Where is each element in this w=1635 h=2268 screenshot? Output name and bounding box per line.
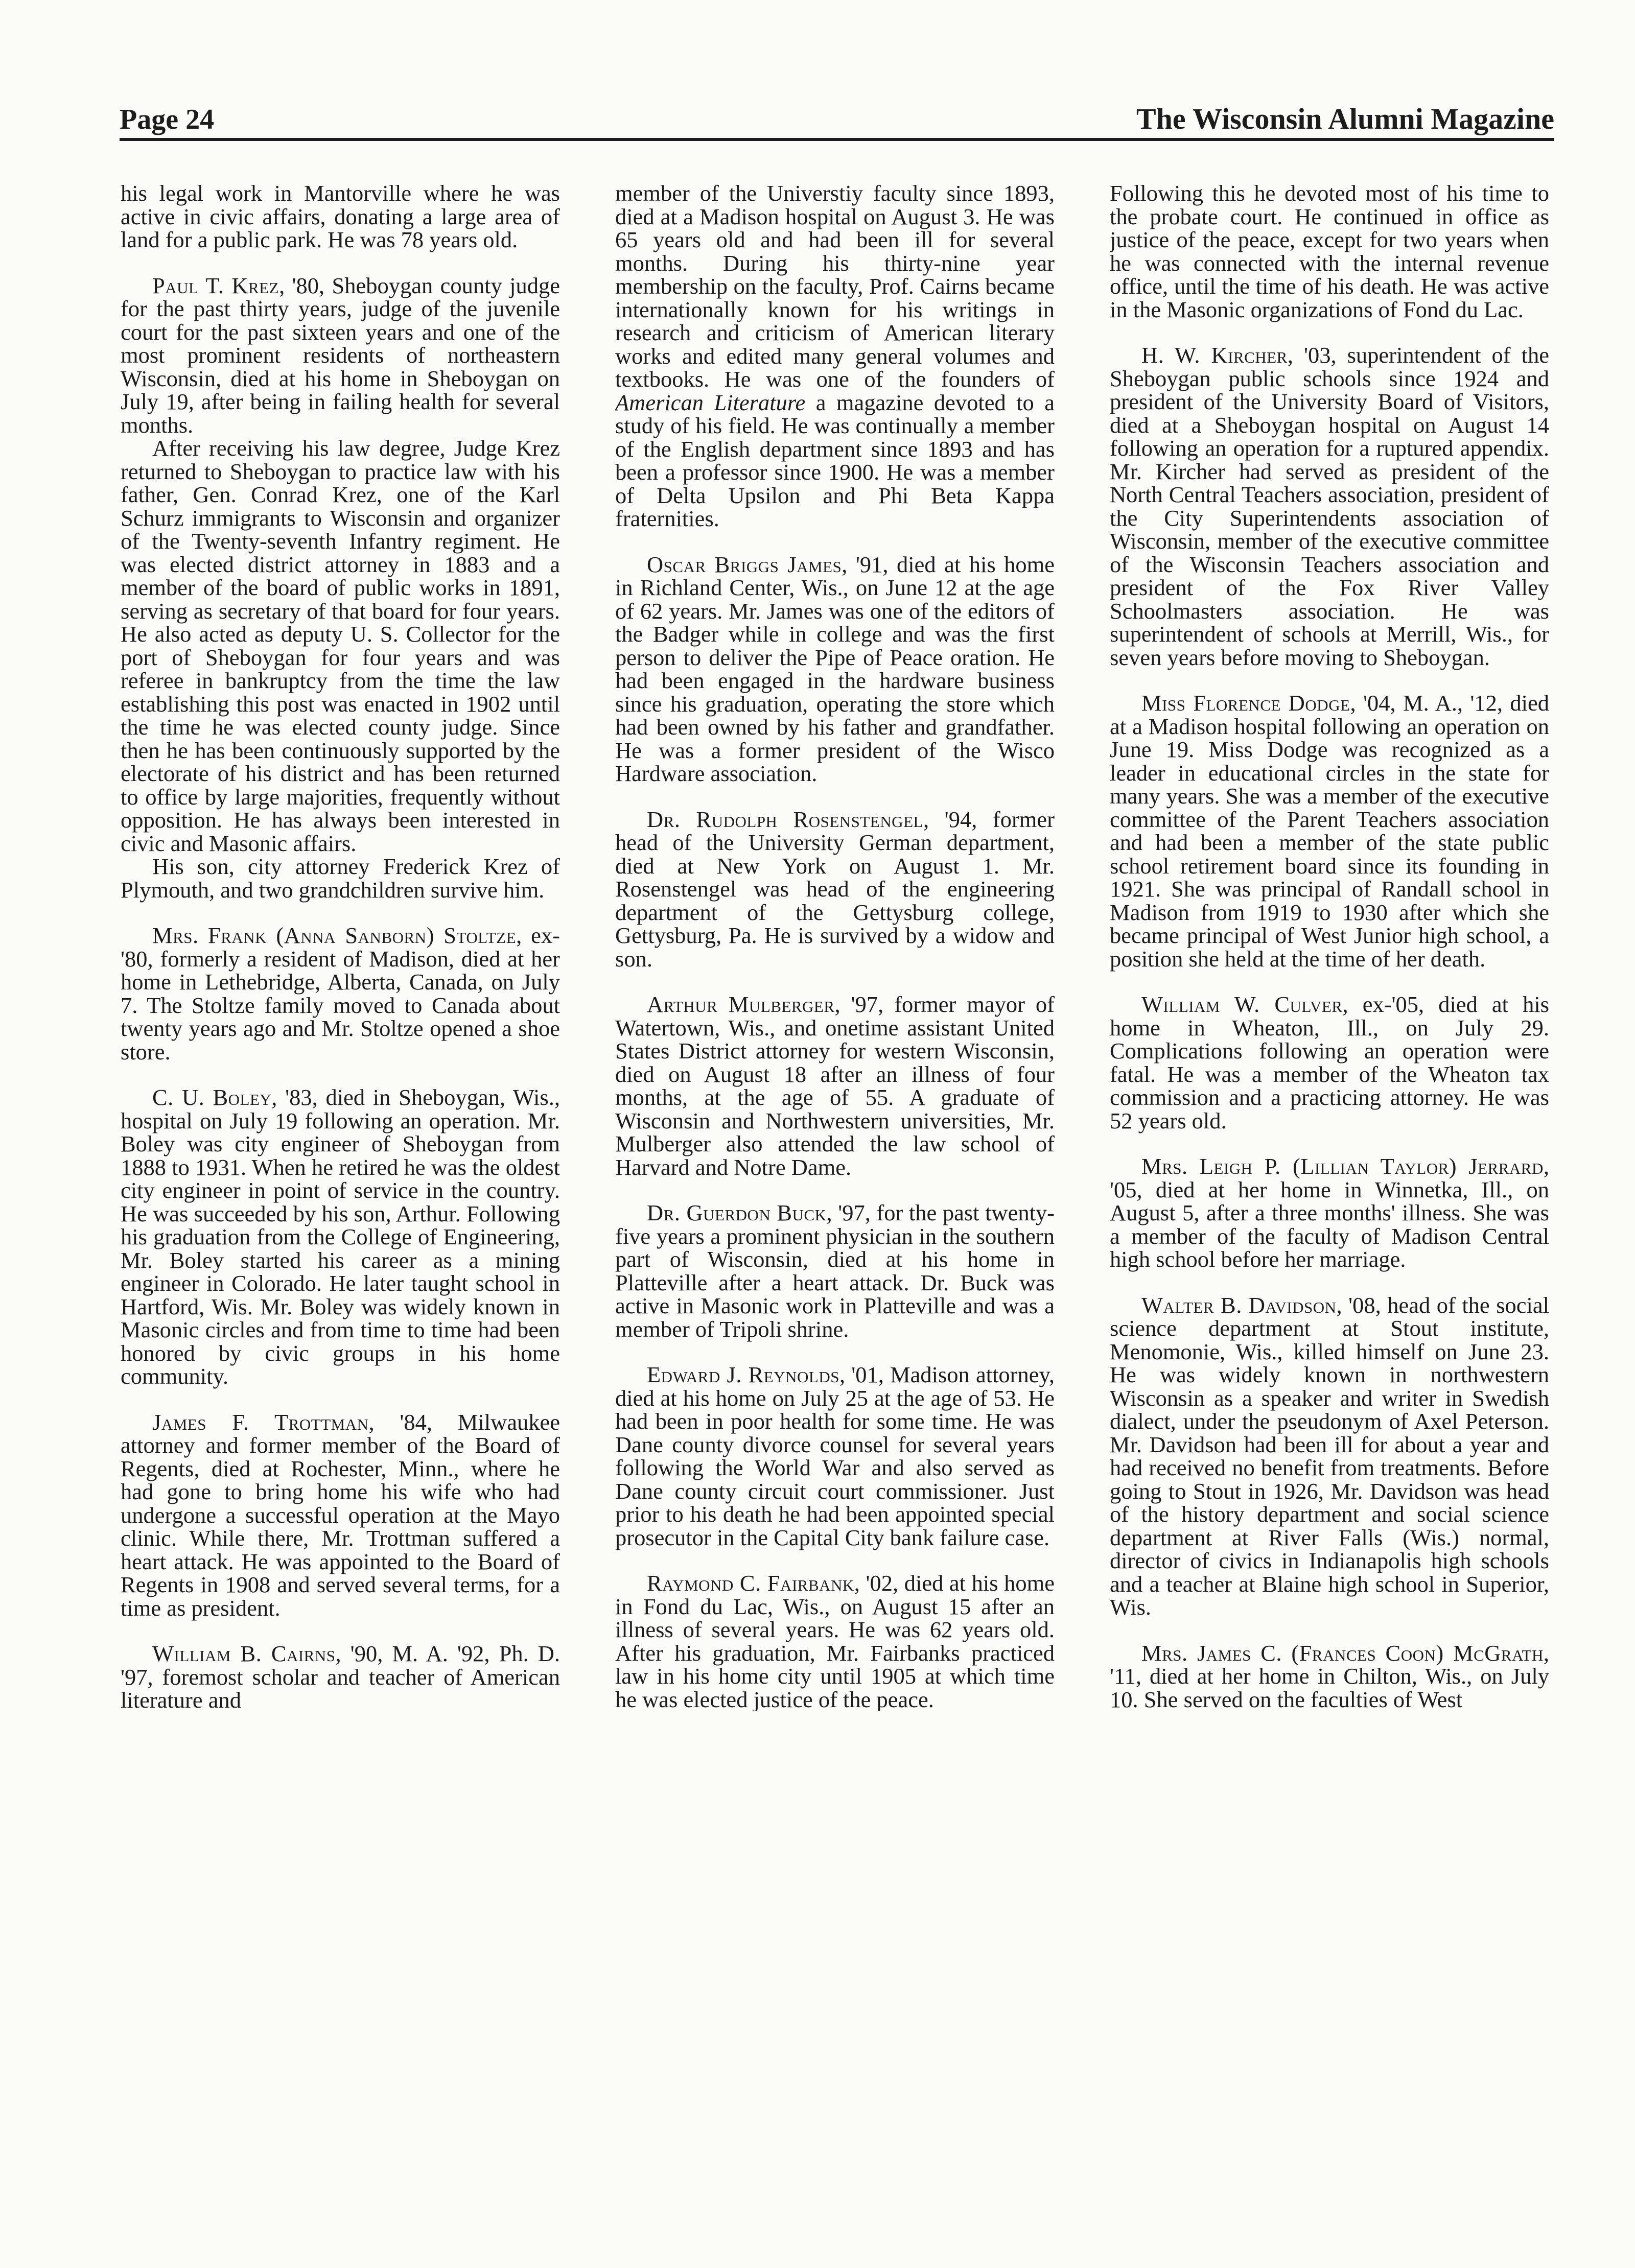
obituary-entry	[121, 1086, 560, 1388]
obituary-entry	[615, 553, 1055, 786]
text-columns	[121, 182, 1555, 2148]
obituary-entry	[615, 808, 1055, 971]
magazine-title: The Wisconsin Alumni Magazine	[1136, 102, 1554, 135]
obituary-entry	[121, 924, 560, 1064]
paragraph-text: After receiving his law degree, Judge Krez returned to Sheboygan to practice law with his father, Gen. Conrad Krez, one of the Karl Schurz immigrants to Wisconsin and organizer of the Twenty-seventh Infantry regiment. He was elected district attorney in 1883 and a member of the board of public works in 1891, serving as secretary of that board for four years. He also acted as deputy U. S. Collector for the port of Sheboygan for four years and was referee in bankruptcy from the time the law establishing this post was enacted in 1902 until the time he was elected county judge. Since then he has been continuously supported by the electorate of his district and has been returned to office by large majorities, frequently without opposition. He has always been interested in civic and Masonic affairs.	[121, 435, 560, 856]
obituary-entry	[615, 1201, 1055, 1341]
paragraph-text: , '01, Madison attorney, died at his home on July 25 at the age of 53. He had been in poor health for some time. He was Dane county divorce counsel for several years following the World War and also served as Dane county circuit court commissioner. Just prior to his death he had been appointed special prosecutor in the Capital City bank failure case.	[615, 1362, 1055, 1550]
obituary-entry	[1110, 1155, 1549, 1271]
paragraph-text: his legal work in Mantorville where he was active in civic affairs, donating a large area of land for a public park. He was 78 years old.	[121, 182, 560, 252]
paragraph-text: , '11, died at her home in Chilton, Wis., on July 10. She served on the faculties of West	[1110, 1640, 1549, 1711]
paragraph-text: , ex-'80, formerly a resident of Madison, died at her home in Lethebridge, Alberta, Canada, on July 7. The Stoltze family moved to Canada about twenty years ago and Mr. Stoltze opened a shoe store.	[121, 923, 560, 1065]
paragraph-text: , '08, head of the social science department at Stout institute, Menomonie, Wis., killed himself on June 23. He was widely known in northwestern Wisconsin as a speaker and writer in Swedish dialect, under the pseudonym of Axel Peterson. Mr. Davidson had been ill for about a year and had received no benefit from treatments. Before going to Stout in 1926, Mr. Davidson was head of the history department and social science department at River Falls (Wis.) normal, director of civics in Indianapolis high schools and a teacher at Blaine high school in Superior, Wis.	[1110, 1292, 1549, 1620]
person-name: Walter B. Davidson	[1141, 1292, 1337, 1318]
person-name: James F. Trottman	[152, 1409, 369, 1435]
person-name: William W. Culver	[1141, 991, 1343, 1017]
person-name: Mrs. James C. (Frances Coon) McGrath	[1141, 1640, 1544, 1666]
paragraph-text: , '83, died in Sheboygan, Wis., hospital on July 19 following an operation. Mr. Boley was city engineer of Sheboygan from 1888 to 1931. When he retired he was the oldest city engineer in point of service in the country. He was succeeded by his son, Arthur. Following his graduation from the College of Engineering, Mr. Boley started his career as a mining engineer in Colorado. He later taught school in Hartford, Wis. Mr. Boley was widely known in Masonic circles and from time to time had been honored by civic groups in his home community.	[121, 1084, 560, 1389]
paragraph-text: member of the Universtiy faculty since 1893, died at a Madison hospital on August 3. He was 65 years old and had been ill for several months. During his thirty-nine year membership on the faculty, Prof. Cairns became internationally known for his writings in research and criticism of American literary works and edited many general volumes and textbooks. He was one of the founders of	[615, 182, 1055, 392]
obituary-entry	[1110, 1642, 1549, 1712]
paragraph-text: Following this he devoted most of his time to the probate court. He continued in office as justice of the peace, except for two years when he was connected with the internal revenue office, until the time of his death. He was active in the Masonic organizations of Fond du Lac.	[1110, 182, 1549, 322]
person-name: Mrs. Frank (Anna Sanborn) Stoltze	[152, 923, 517, 948]
person-name: Oscar Briggs James	[647, 551, 842, 577]
obituary-entry	[615, 993, 1055, 1179]
paragraph	[615, 182, 1055, 531]
paragraph-text: , '94, former head of the University German department, died at New York on August 1. Mr. Rosenstengel was head of the engineering department of the Gettysburg college, Gettysburg, Pa. He is survived by a widow and son.	[615, 806, 1055, 972]
paragraph-text: , '80, Sheboygan county judge for the past thirty years, judge of the juvenile court for the past sixteen years and one of the most prominent residents of northeastern Wisconsin, died at his home in Sheboygan on July 19, after being in failing health for several months.	[121, 272, 560, 438]
paragraph-text: , '91, died at his home in Richland Center, Wis., on June 12 at the age of 62 years. Mr. James was one of the editors of the Badger while in college and was the first person to deliver the Pipe of Peace oration. He had been engaged in the hardware business since his graduation, operating the store which had been owned by his father and grandfather. He was a former president of the Wisco Hardware association.	[615, 551, 1055, 786]
obituary-entry	[615, 1363, 1055, 1549]
person-name: William B. Cairns	[152, 1641, 336, 1666]
column-1	[121, 182, 560, 1712]
person-name: Arthur Mulberger	[647, 991, 835, 1017]
obituary-entry	[121, 1411, 560, 1620]
person-name: Mrs. Leigh P. (Lillian Taylor) Jerrard	[1141, 1153, 1544, 1179]
paragraph	[121, 437, 560, 855]
paragraph-text: , '90, M. A. '92, Ph. D. '97, foremost scholar and teacher of American literature and	[121, 1641, 560, 1712]
paragraph	[121, 855, 560, 902]
paragraph-text: , '97, former mayor of Watertown, Wis., and onetime assistant United States District attorney for western Wisconsin, died on August 18 after an illness of four months, at the age of 55. A graduate of Wisconsin and Northwestern universities, Mr. Mulberger also attended the law school of Harvard and Notre Dame.	[615, 991, 1055, 1180]
paragraph-text: a magazine devoted to a study of his field. He was continually a member of the English department since 1893 and has been a professor since 1900. He was a member of Delta Upsilon and Phi Beta Kappa fraternities.	[615, 389, 1055, 531]
person-name: Paul T. Krez	[152, 272, 279, 298]
paragraph-text: , ex-'05, died at his home in Wheaton, Ill., on July 29. Complications following an operation were fatal. He was a member of the Wheaton tax commission and a practicing attorney. He was 52 years old.	[1110, 991, 1549, 1133]
paragraph	[121, 182, 560, 252]
person-name: Edward J. Reynolds	[647, 1362, 839, 1387]
obituary-entry	[121, 274, 560, 437]
person-name: C. U. Boley	[152, 1084, 272, 1110]
page-number: Page 24	[120, 104, 215, 135]
publication-title: American Literature	[615, 389, 806, 415]
paragraph	[1110, 182, 1549, 321]
obituary-entry	[1110, 344, 1549, 669]
person-name: Dr. Rudolph Rosenstengel	[647, 806, 923, 832]
person-name: Dr. Guerdon Buck	[647, 1200, 827, 1225]
paragraph-text: , '03, superintendent of the Sheboygan public schools since 1924 and president of the University Board of Visitors, died at a Sheboygan hospital on August 14 following an operation for a ruptured appendix. Mr. Kircher had served as president of the North Central Teachers association, president of the City Superintendents association of Wisconsin, member of the executive committee of the Wisconsin Teachers association and president of the Fox River Valley Schoolmasters association. He was superintendent of schools at Merrill, Wis., for seven years before moving to Sheboygan.	[1110, 342, 1549, 670]
column-2	[615, 182, 1055, 1711]
person-name: Raymond C. Fairbank	[647, 1570, 854, 1596]
paragraph-text: , '97, for the past twenty-five years a prominent physician in the southern part of Wisconsin, died at his home in Platteville after a heart attack. Dr. Buck was active in Masonic work in Platteville and was a member of Tripoli shrine.	[615, 1200, 1055, 1342]
column-3	[1110, 182, 1549, 1711]
obituary-entry	[615, 1572, 1055, 1711]
paragraph-text: , '02, died at his home in Fond du Lac, Wis., on August 15 after an illness of several years. He was 62 years old. After his graduation, Mr. Fairbanks practiced law in his home city until 1905 at which time he was elected justice of the peace.	[615, 1570, 1055, 1711]
paragraph-text: , '04, M. A., '12, died at a Madison hospital following an operation on June 19. Miss Dodge was recognized as a leader in educational circles in the state for many years. She was a member of the executive committee of the Parent Teachers association and had been a member of the state public school retirement board since its founding in 1921. She was principal of Randall school in Madison from 1919 to 1930 after which she became principal of West Junior high school, a position she held at the time of her death.	[1110, 690, 1549, 972]
obituary-entry	[1110, 692, 1549, 971]
paragraph-text: , '05, died at her home in Winnetka, Ill., on August 5, after a three months' illness. She was a member of the faculty of Madison Central high school before her marriage.	[1110, 1153, 1549, 1272]
paragraph-text: , '84, Milwaukee attorney and former member of the Board of Regents, died at Rochester, Minn., where he had gone to bring home his wife who had undergone a successful operation at the Mayo clinic. While there, Mr. Trottman suffered a heart attack. He was appointed to the Board of Regents in 1908 and served several terms, for a time as president.	[121, 1409, 560, 1621]
person-name: Miss Florence Dodge	[1141, 690, 1350, 716]
page-header	[120, 97, 1554, 141]
obituary-entry	[121, 1642, 560, 1712]
paragraph-text: His son, city attorney Frederick Krez of Plymouth, and two grandchildren survive him.	[121, 854, 560, 903]
obituary-entry	[1110, 1294, 1549, 1619]
obituary-entry	[1110, 993, 1549, 1132]
person-name: H. W. Kircher	[1141, 342, 1288, 368]
